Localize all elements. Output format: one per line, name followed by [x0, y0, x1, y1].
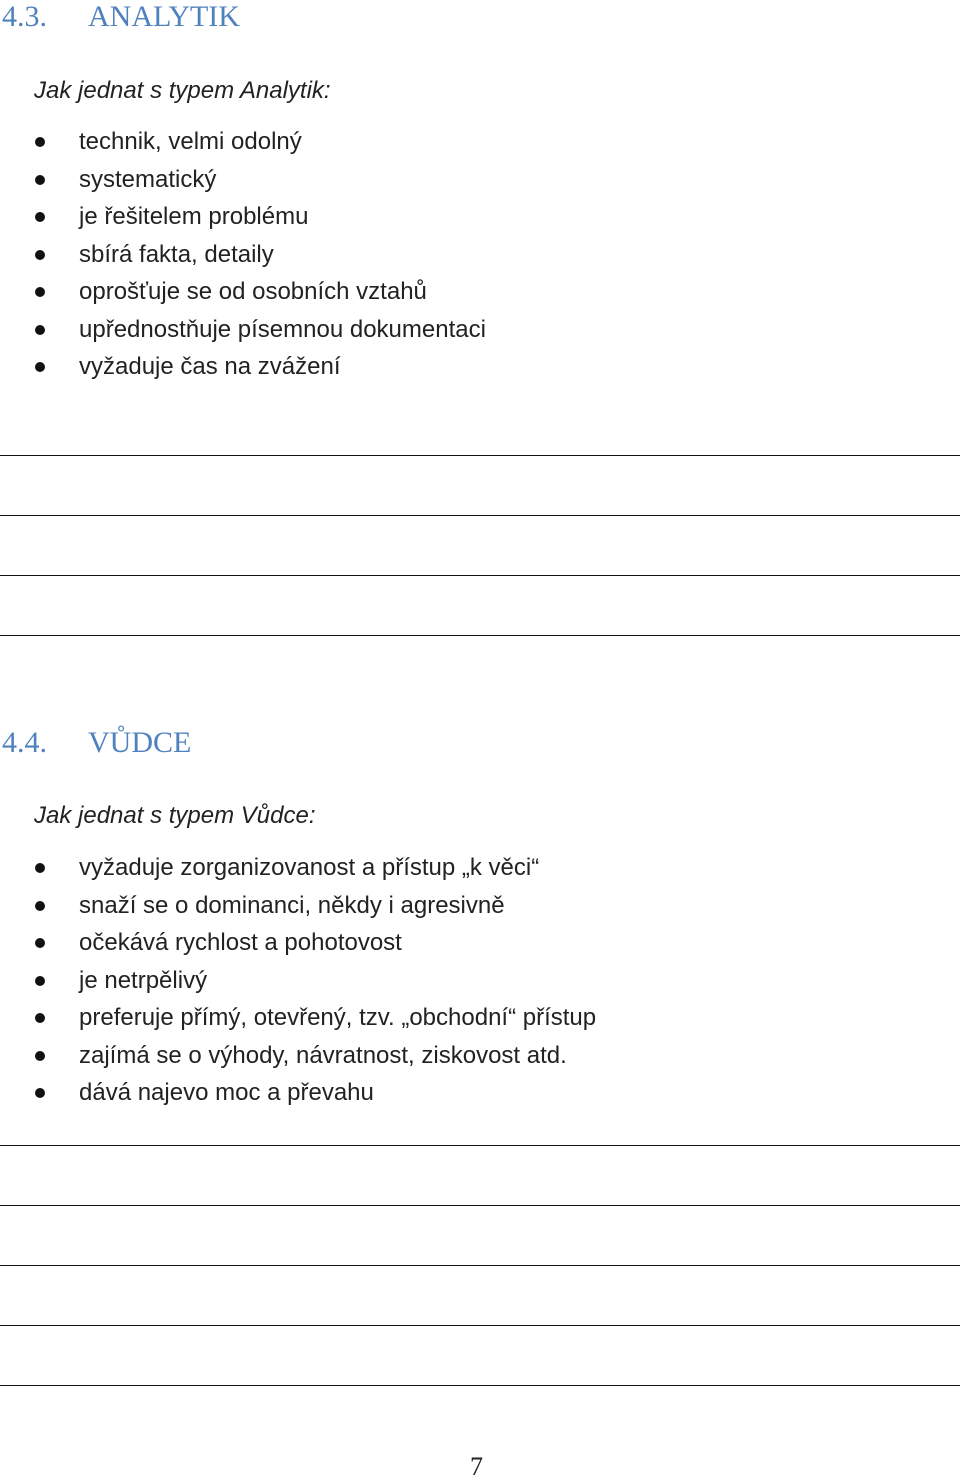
writing-line [0, 1265, 960, 1266]
list-item [0, 348, 486, 386]
list-item-text: je řešitelem problému [79, 203, 309, 230]
bullet-icon [35, 175, 45, 185]
list-item [0, 161, 486, 199]
trait-list-vudce [0, 849, 596, 1112]
list-item-text: preferuje přímý, otevřený, tzv. „obchodní“ přístup [79, 1004, 597, 1031]
writing-line [0, 515, 960, 516]
list-item [0, 1037, 596, 1075]
section-number: 4.4. [2, 726, 47, 759]
list-item [0, 311, 486, 349]
list-item-text: vyžaduje zorganizovanost a přístup „k věci“ [79, 854, 540, 881]
writing-line [0, 1205, 960, 1206]
bullet-icon [35, 863, 45, 873]
list-item-text: upřednostňuje písemnou dokumentaci [79, 315, 486, 343]
bullet-icon [35, 137, 45, 147]
list-item [0, 123, 486, 161]
writing-line [0, 575, 960, 576]
list-item-text: očekává rychlost a pohotovost [79, 929, 402, 956]
list-item-text: vyžaduje čas na zvážení [79, 353, 341, 380]
bullet-icon [35, 212, 45, 222]
list-item-text: dává najevo moc a převahu [79, 1079, 374, 1106]
section-intro: Jak jednat s typem Vůdce: [34, 802, 316, 829]
section-title: VŮDCE [88, 726, 192, 759]
bullet-icon [35, 1088, 45, 1098]
list-item [0, 198, 486, 236]
list-item [0, 1074, 596, 1112]
list-item-text: sbírá fakta, detaily [79, 240, 274, 268]
list-item-text: zajímá se o výhody, návratnost, ziskovost atd. [79, 1041, 567, 1069]
bullet-icon [35, 938, 45, 948]
list-item-text: snaží se o dominanci, někdy i agresivně [79, 891, 505, 919]
bullet-icon [35, 325, 45, 335]
bullet-icon [35, 362, 45, 372]
writing-line [0, 1325, 960, 1326]
bullet-icon [35, 250, 45, 260]
page-number: 7 [470, 1452, 483, 1481]
trait-list-analytik [0, 123, 486, 386]
list-item-text: systematický [79, 165, 217, 193]
section-number: 4.3. [2, 0, 47, 33]
writing-line [0, 1145, 960, 1146]
list-item [0, 849, 596, 887]
section-title: ANALYTIK [88, 0, 240, 33]
list-item-text: je netrpělivý [79, 966, 208, 994]
list-item [0, 924, 596, 962]
section-heading-vudce [2, 726, 191, 760]
list-item [0, 962, 596, 1000]
list-item-text: oprošťuje se od osobních vztahů [79, 278, 427, 305]
bullet-icon [35, 287, 45, 297]
list-item [0, 999, 596, 1037]
writing-line [0, 1385, 960, 1386]
list-item [0, 887, 596, 925]
bullet-icon [35, 976, 45, 986]
writing-line [0, 635, 960, 636]
section-intro: Jak jednat s typem Analytik: [34, 77, 331, 104]
list-item-text: technik, velmi odolný [79, 128, 302, 155]
bullet-icon [35, 1013, 45, 1023]
list-item [0, 273, 486, 311]
writing-line [0, 455, 960, 456]
section-heading-analytik [2, 0, 240, 34]
bullet-icon [35, 901, 45, 911]
bullet-icon [35, 1051, 45, 1061]
list-item [0, 236, 486, 274]
